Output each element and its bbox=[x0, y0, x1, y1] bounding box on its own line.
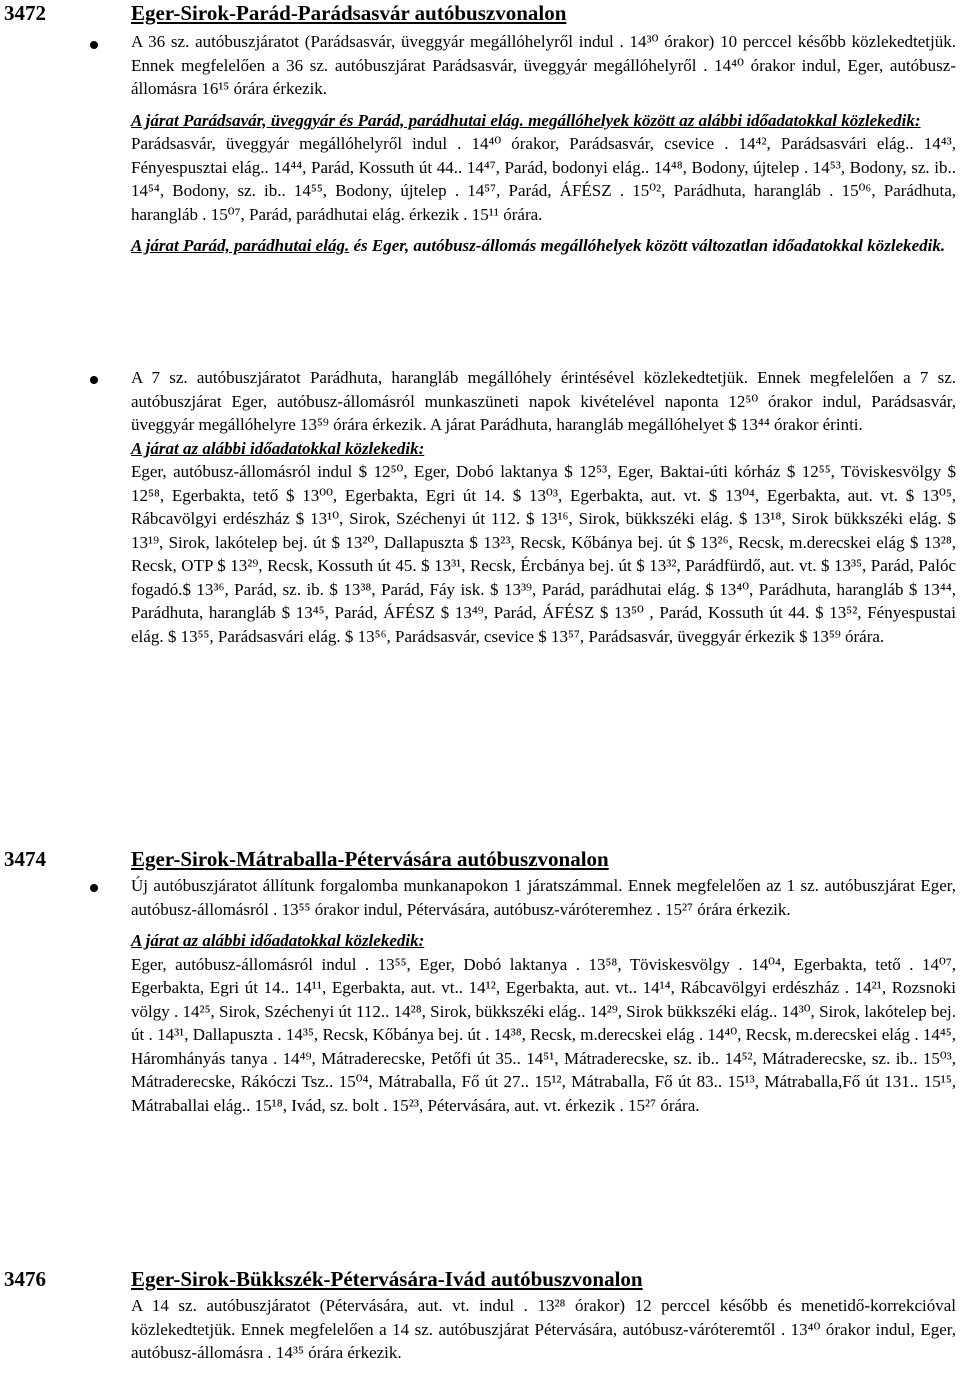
paragraph bbox=[131, 874, 956, 1117]
section-heading: A járat az alábbi időadatokkal közlekedik: bbox=[131, 438, 425, 458]
paragraph bbox=[131, 1294, 956, 1365]
timetable-text: Eger, autóbusz-állomásról indul $ 12⁵⁰, Eger, Dobó laktanya $ 12⁵³, Eger, Baktai-úti kórház $ 12⁵⁵, Töviskesvölgy $ 12⁵⁸, Egerbakta, tető $ 13⁰⁰, Egerbakta, Egri út 14. $ 13⁰³, Egerbakta, aut. vt. $ 13⁰⁴, Egerbakta, aut. vt. $ 13⁰⁵, Rábcavölgyi erdészház $ 13¹⁰, Sirok, Széchenyi út 112. $ 13¹⁶, Sirok, bükkszéki elág. $ 13¹⁸, Sirok bükkszéki elág. $ 13¹⁹, Sirok, lakótelep bej. út $ 13²⁰, Dallapuszta $ 13²³, Recsk, Kőbánya bej. út $ 13²⁶, Recsk, m.derecskei elág $ 13²⁸, Recsk, OTP $ 13²⁹, Recsk, Kossuth út 45. $ 13³¹, Recsk, Ércbánya bej. út $ 13³², Parádfürdő, aut. vt. $ 13³⁵, Parád, Palóc fogadó.$ 13³⁶, Parád, sz. ib. $ 13³⁸, Parád, Fáy isk. $ 13³⁹, Parád, parádhutai elág. $ 13⁴⁰, Parádhuta, harangláb $ 13⁴⁴, Parádhuta, harangláb $ 13⁴⁵, Parád, ÁFÉSZ $ 13⁴⁹, Parád, ÁFÉSZ $ 13⁵⁰ , Parád, Kossuth út 44. $ 13⁵², Fényespustai elág. $ 13⁵⁵, Parádsasvári elág. $ 13⁵⁶, Parádsasvár, csevice $ 13⁵⁷, Parádsasvár, üveggyár érkezik $ 13⁵⁹ órára. bbox=[131, 462, 956, 646]
heading-part-2: és Eger, autóbusz-állomás megállóhelyek között változatlan időadatokkal közlekedik. bbox=[349, 236, 946, 255]
notice-text: A 36 sz. autóbuszjáratot (Parádsasvár, üveggyár megállóhelyről indul . 14³⁰ órakor) 10 perccel később közlekedtetjük. Ennek megfelelően a 36 sz. autóbuszjárat Parádsasvár, üveggyár megállóhelyről . 14⁴⁰ órakor indul, Eger, autóbusz-állomásra 16¹⁵ órára érkezik. bbox=[131, 32, 956, 98]
route-title: Eger-Sirok-Mátraballa-Pétervására autóbuszvonalon bbox=[131, 847, 609, 871]
section-heading bbox=[131, 109, 956, 133]
heading-part-1: A járat Parádsavár, üveggyár és Parád, parádhutai elág. bbox=[131, 110, 524, 130]
route-title: Eger-Sirok-Parád-Parádsasvár autóbuszvonalon bbox=[131, 1, 567, 25]
section-heading: A járat az alábbi időadatokkal közlekedik: bbox=[131, 931, 425, 950]
timetable-text: Parádsasvár, üveggyár megállóhelyről indul . 14⁴⁰ órakor, Parádsasvár, csevice . 14⁴², Parádsasvári elág.. 14⁴³, Fényespusztai elág.. 14⁴⁴, Parád, Kossuth út 44.. 14⁴⁷, Parád, bodonyi elág.. 14⁴⁸, Bodony, újtelep . 14⁵³, Bodony, sz. ib.. 14⁵⁴, Bodony, sz. ib.. 14⁵⁵, Bodony, újtelep . 14⁵⁷, Parád, ÁFÉSZ . 15⁰², Parádhuta, harangláb . 15⁰⁶, Parádhuta, harangláb . 15⁰⁷, Parád, parádhutai elág. érkezik . 15¹¹ órára. bbox=[131, 134, 956, 224]
notice-text: A 14 sz. autóbuszjáratot (Pétervására, aut. vt. indul . 13²⁸ órakor) 12 perccel később és menetidő-korrekcióval közlekedtetjük. Ennek megfelelően a 14 sz. autóbuszjárat Pétervására, autóbusz-váróteremtől . 13⁴⁰ órakor indul, Eger, autóbusz-állomásra . 14³⁵ órára érkezik. bbox=[131, 1296, 956, 1362]
paragraph bbox=[131, 30, 956, 258]
heading-part-1: A járat Parád, parádhutai elág. bbox=[131, 236, 350, 255]
route-number: 3476 bbox=[4, 1267, 46, 1291]
section-heading bbox=[131, 234, 956, 258]
route-number: 3474 bbox=[4, 847, 46, 871]
bullet-marker bbox=[90, 41, 98, 49]
route-title: Eger-Sirok-Bükkszék-Pétervására-Ivád autóbuszvonalon bbox=[131, 1267, 643, 1291]
heading-part-2: megállóhelyek között az alábbi időadatokkal közlekedik: bbox=[523, 110, 921, 130]
paragraph bbox=[131, 366, 956, 648]
notice-text: A 7 sz. autóbuszjáratot Parádhuta, harangláb megállóhely érintésével közlekedtetjük. Ennek megfelelően a 7 sz. autóbuszjárat Eger, autóbusz-állomásról munkaszüneti napok kivételével naponta 12⁵⁰ órakor indul, Parádsasvár, üveggyár megállóhelyre 13⁵⁹ órára érkezik. A járat Parádhuta, harangláb megállóhelyet $ 13⁴⁴ órakor érinti. bbox=[131, 368, 956, 434]
bullet-marker bbox=[90, 376, 98, 384]
timetable-text: Eger, autóbusz-állomásról indul . 13⁵⁵, Eger, Dobó laktanya . 13⁵⁸, Töviskesvölgy . 14⁰⁴, Egerbakta, tető . 14⁰⁷, Egerbakta, Egri út 14.. 14¹¹, Egerbakta, aut. vt.. 14¹², Egerbakta, aut. vt.. 14¹⁴, Rábcavölgyi erdészház . 14²¹, Rozsnoki völgy . 14²⁵, Sirok, Széchenyi út 112.. 14²⁸, Sirok, bükkszéki elág.. 14²⁹, Sirok bükkszéki elág.. 14³⁰, Sirok, lakótelep bej. út . 14³¹, Dallapuszta . 14³⁵, Recsk, Kőbánya bej. út . 14³⁸, Recsk, m.derecskei elág . 14⁴⁰, Recsk, m.derecskei elág . 14⁴⁵, Háromhányás tanya . 14⁴⁹, Mátraderecske, Petőfi út 35.. 14⁵¹, Mátraderecske, sz. ib.. 14⁵², Mátraderecske, sz. ib.. 15⁰³, Mátraderecske, Rákóczi Tsz.. 15⁰⁴, Mátraballa, Fő út 27.. 15¹², Mátraballa, Fő út 83.. 15¹³, Mátraballa,Fő út 131.. 15¹⁵, Mátraballai elág.. 15¹⁸, Ivád, sz. bolt . 15²³, Pétervására, aut. vt. érkezik . 15²⁷ órára. bbox=[131, 954, 956, 1115]
route-number: 3472 bbox=[4, 1, 46, 25]
bullet-marker bbox=[90, 884, 98, 892]
notice-text: Új autóbuszjáratot állítunk forgalomba munkanapokon 1 járatszámmal. Ennek megfelelően az 1 sz. autóbuszjárat Eger, autóbusz-állomásról . 13⁵⁵ órakor indul, Pétervására, autóbusz-váróteremhez . 15²⁷ órára érkezik. bbox=[131, 876, 956, 919]
